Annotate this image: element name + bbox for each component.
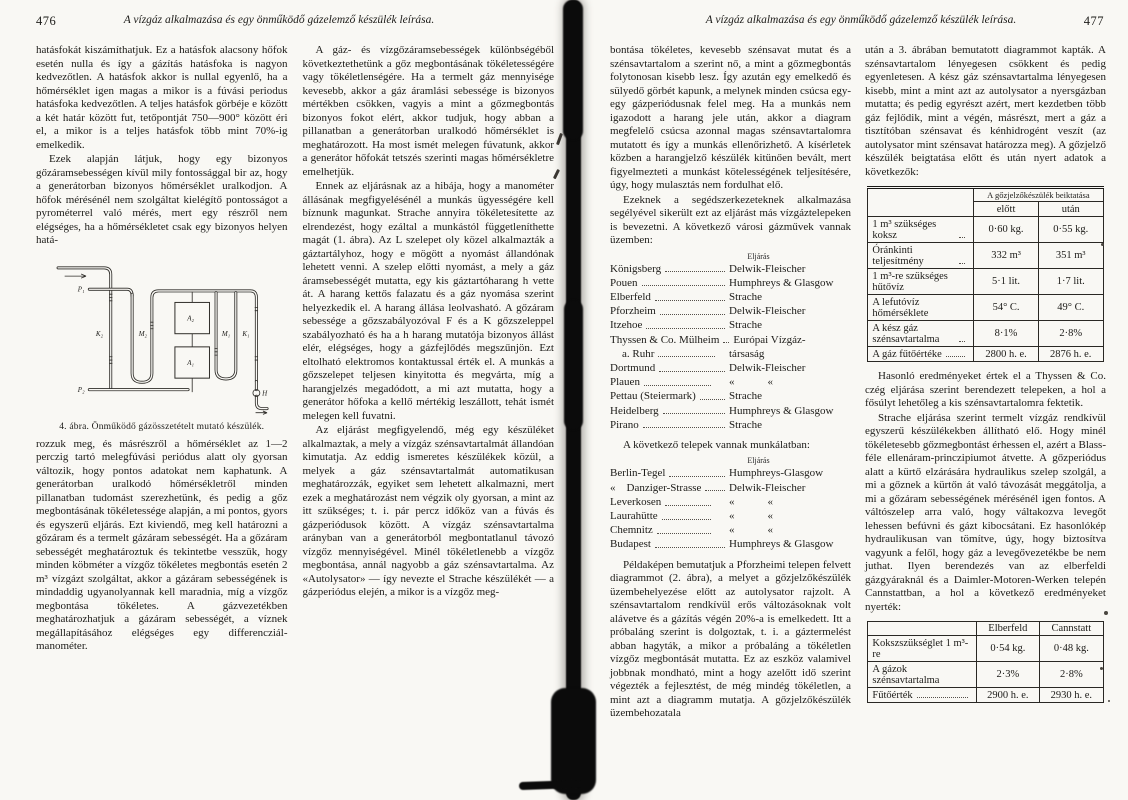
column-2: [303, 44, 555, 654]
list-item: a. Ruhr társaság: [622, 347, 765, 360]
list-column-header: Eljárás: [747, 456, 770, 466]
list-item: Pirano Strache: [610, 418, 762, 431]
running-title: A vízgáz alkalmazása és egy önműködő gázelemző készülék leírása.: [123, 14, 435, 26]
label-p1: P₁: [77, 285, 85, 294]
list-item: « Danziger-Strasse Delwik-Fleischer: [610, 481, 806, 494]
flow-arrow-out: [256, 411, 268, 414]
label-m1: M₁: [221, 329, 231, 338]
scan-speckle: [1104, 611, 1108, 615]
label-p2: P₂: [77, 385, 85, 394]
list-item: Budapest Humphreys & Glasgow: [610, 538, 834, 551]
paragraph: után a 3. ábrában bemutatott diagrammot kapták. A szénsavtartalom lényegesen csökkent és pedig egyenletesen. A kész gáz szénsavtartalma lényegesen kisebb, mint a mint azt az autolysator a nyersgázban mutatta; és pedig egyrészt azért, mert kezdetben több gáz fejlődik, mint a végén, másrészt, mert a gáz a tisztítóban szénsavat és kénhidrogént veszít (az autolysator mint szénsavat határozza meg). A gőzjelző készülék beigtatása előtt és után nyert adatok a következők:: [865, 44, 1106, 178]
col-header-before: előtt: [974, 202, 1039, 217]
column-2: [865, 44, 1106, 721]
table-row: A gázok szénsavtartalma 2·3% 2·8%: [868, 662, 1103, 688]
col-header-cannstatt: Cannstatt: [1040, 622, 1104, 636]
col-header-elberfeld: Elberfeld: [976, 622, 1040, 636]
results-table-before-after: [867, 186, 1103, 362]
label-h: H: [262, 388, 268, 397]
list-item: Pettau (Steiermark) Strache: [610, 390, 762, 403]
running-title: A vízgáz alkalmazása és egy önműködő gázelemző készülék leírása.: [705, 14, 1017, 26]
paragraph: A következő telepek vannak munkálatban:: [623, 438, 810, 451]
list-item: Pforzheim Delwik-Fleischer: [610, 305, 806, 318]
table-span-header: A gőzjelzőkészülék beiktatása: [974, 188, 1103, 202]
table-row: A gáz fűtőértéke 2800 h. e. 2876 h. e.: [868, 347, 1103, 362]
paragraph: Ezeknek a segédszerkezeteknek alkalmazása segélyével sikerült ezt az eljárást más vízgáztelepeken is bevezetni. A következő városi gázművek vannak üzemben:: [610, 193, 851, 246]
col-header-after: után: [1038, 202, 1103, 217]
figure-caption: 4. ábra. Önműködő gázösszetételt mutató készülék.: [59, 421, 265, 432]
table-row: 1 m³-re szükséges hűtővíz 5·1 lit. 1·7 lit.: [868, 269, 1103, 295]
scan-speckle: [1100, 667, 1103, 670]
column-1: [610, 44, 851, 721]
table-row: 1 m³ szükséges koksz 0·60 kg. 0·55 kg.: [868, 217, 1103, 243]
paragraph: bontása tökéletes, kevesebb szénsavat mutat és a szénsavtartalom a szerint nő, a mint a gőzmegbontás folytonosan kisebb lesz. Így azután egy emelkedő és sülyedő görbét kapunk, a melynek minden csúcsa egy-egy gázperiódusnak felel meg. Ha a munkás nem igazodott a harang jele után, akkor a diagram megfelelő csúcsa azonnal magas szénsavtartalomra mutatott és így a munkás ellenőrizhető. A kísérletek közben a harangjelző készülék kitünően bevált, mert figyelmezteti a munkást kötelességének teljesítésére, úgy, hogy mulasztás nem fordulhat elő.: [610, 44, 851, 191]
page-header-left: [0, 12, 558, 36]
paragraph: rozzuk meg, és másrészről a hőmérséklet az 1—2 perczig tartó melegfúvási periódus alatt oly gyorsan változik, hogy pontos adatokat nem kaphatunk. A generátorban uralkodó hőmérsékletről minden pillanatban tudomást szerezhetünk, és pedig a gőz megbontásának tökéletessége alapján, a mi pontos, gyors és egyszerű eljárás. Ezt kiviendő, meg kell határozni a gőzáram és a termelt gázáram sebességét. Ha a gőzáram sebességét meghatároztuk és tekintetbe vesszük, hogy minden köbméter a vízgőz tökéletes megbontás esetén 2 m³ vízgázt szolgáltat, akkor a gázáram sebességének is mindaddig ugyanolyannak kell maradnia, míg a vízgőz megbontása tökéletes. A gázvezetékben meghatározhatjuk a gázáram sebességét, a víznek megállapításához elégséges egy differencziál-manométer.: [36, 437, 288, 652]
results-table-elberfeld-cannstatt: [867, 621, 1103, 703]
table-row: Fűtőérték 2900 h. e. 2930 h. e.: [868, 688, 1103, 703]
paragraph: Strache eljárása szerint termelt vízgáz rendkívül egyszerű készülékekben állítható elő. Hogy minél tökéletesebb gőzmegbontást érhessen el, azért a Blass-féle ellenáram-princzipiumot átvette. A gőzperiódus alatt a kürtő elzárására hydraulikus szelep szolgál, a mi a gőznek a kürtőn át való távozását meggátolja, a mi a gőzáram sebességének mérésénél igen fontos. A váltószelep arra való, hogy váltakozva levegőt lehessen befúvni és gázt kibocsátani. Ez hasonlókép hydraulikusan van tömítve, úgy, hogy biztosítva vagyunk a felől, hogy gáz a levegővezetékbe be nem juthat. Ilyen berendezés van az elberfeldi gázgyáraknál és a Daimler-Motoren-Werken telepén Cannstattban, a hol a következő eredményeket nyerték:: [865, 411, 1106, 613]
figure-4: [36, 258, 288, 432]
binding-blob: [564, 300, 583, 430]
paragraph: Hasonló eredményeket értek el a Thyssen & Co. czég eljárása szerint berendezett telepeken, a hol a fősúlyt lehetőleg a kis szénsavtartalomra fektetik.: [865, 370, 1106, 409]
column-1: [36, 44, 288, 654]
list-item: Leverkosen « «: [610, 495, 773, 508]
label-a2: A₂: [187, 314, 194, 323]
label-k2: K₂: [95, 329, 104, 338]
list-item: Laurahütte « «: [610, 510, 773, 523]
binding-blob: [551, 688, 596, 794]
binding-blob: [563, 0, 583, 140]
table-row: Kokszszükséglet 1 m³-re 0·54 kg. 0·48 kg.: [868, 636, 1103, 662]
table-row: A lefutóvíz hőmérséklete 54° C. 49° C.: [868, 295, 1103, 321]
list-item: Chemnitz « «: [610, 524, 773, 537]
paragraph: hatásfokát kiszámíthatjuk. Ez a hatásfok alacsony hőfok esetén nulla és így a gázítás hatásfoka is nagyon kedvezőtlen. A hatásfok akkor is nullal egyenlő, ha a hőmérséklet igen magas a mikor is a fúvási periodus hatásfoka kedvezőtlen. A teljes hatásfok görbéje e között a két határ között fut, tetőpontját 750—900° között éri el, a mikor is a teljes hatásfok több mint 70%-ig emelkedik.: [36, 44, 288, 151]
plant-list-in-operation: [610, 251, 851, 432]
page-header-right: [594, 12, 1128, 36]
list-item: Itzehoe Strache: [610, 319, 762, 332]
list-item: Königsberg Delwik-Fleischer: [610, 262, 806, 275]
list-column-header: Eljárás: [747, 251, 770, 261]
list-item: Berlin-Tegel Humphreys-Glasgow: [610, 467, 824, 480]
page-number: 477: [1083, 14, 1104, 28]
list-item: Thyssen & Co. Mülheim Európai Vízgáz-: [610, 333, 806, 346]
table-row: A kész gáz szénsavtartalma 8·1% 2·8%: [868, 321, 1103, 347]
list-item: Elberfeld Strache: [610, 290, 762, 303]
scan-speckle: [1108, 700, 1110, 702]
paragraph: Ennek az eljárásnak az a hibája, hogy a manométer állásának megfigyelésénél a munkás ügyességére kell bíznunk magunkat. Strache annyira tökéletesítette az elrendezést, hogy ezáltal a munkástól függetleníthette magát (1. ábra). Az L szelepet oly közel alkalmazták a gáztartályhoz, hogy e mögött a nyomást állandónak lehetett venni. A szelep előtti nyomást, a mely a gáz áramsebességét mutatta, egy kis gáztartóharang h vette át. A harang kettős falazatu és a gáz nyomása szerint helyezkedik el. A harang állása leolvasható. A gőzáram sebessége a gőzszabályozóval F és a K gőzszeleppel szabályozható és ha a h harang mutatója bizonyos állást elér, elégséges, hogy a gázfejlődés megszűnjön. Ezt eltolható elektromos kontaktussal érték el. A munkás a gőzszelepet teljesen kinyitotta és megvárta, míg a harangjelzés megadódott, a mi azt mutatta, hogy a generátor hőfoka a kellő mértékig leszállott, tehát ismét melegen kell fuvatni.: [302, 180, 554, 422]
label-a1: A₁: [187, 358, 194, 367]
scan-speckle: [1101, 243, 1104, 246]
list-item: Pouen Humphreys & Glasgow: [610, 276, 834, 289]
page-number: 476: [36, 14, 57, 28]
paragraph: Példaképen bemutatjuk a Pforzheimi telepen felvett diagrammot (2. ábra), a melyet a gőzjelzőkészülék üzembehelyezése előtt az autolysator rajzolt. A szénsavtartalom rendkívül erős változásoknak volt alávetve és a gázítás végén 20%-a is emelkedett. Itt a próbaláng szerint is dolgoztak, t. i. a gáztermelést abban hagyták, a mikor a próbaláng a tökéletlen vízgőz megbontását mutatta. Ez az eszköz valamivel jobbnak mondható, mint a hogy azelőtt idő szerint végezték a fejlesztést, de még mindég tökéletlen, a mint azt a diagramm mutatja. A gőzjelzőkészülék üzembehozatala: [610, 558, 851, 720]
paragraph: Az eljárást megfigyelendő, még egy készüléket alkalmaztak, a mely a vízgáz szénsavtartalmát állandóan kimutatja. Az eddig ismeretes készülékek közül, a melyek a gáz szénsavtartalmát automatikusan meghatározzák, egyiket sem lehetett alkalmazni, mert ezek a meghatározást nem végzik oly gyorsan, a mint az itt szükséges; t. i. pár percz időköz van a fúvás és gázperiódusok között. A vízgáz szénsavtartalma arányban van a generátorból megbontatlanul távozó vízgőz mennyiségével. Minél tökéletlenebb a vízgőz megbontása, annál nagyobb a gáz szénsavtartalma. Az «Autolysator» — így nevezte el Strache készülékét — a gázperiódus elején, a mikor is a vízgőz meg-: [302, 424, 554, 598]
paragraph: A gáz- és vízgőzáramsebességek különbségéből következtethetünk a gőz megbontásának tökéletességére vagy tökéletlenségére. Ha a termelt gáz mennyisége kevesebb, akkor a gáz áramlási sebessége is bizonyos mértékben csökken, vagyis a mint a gőzmegbontás bizonyos fokot elért, akkor tudjuk, hogy abban a pillanatban a generátorban uralkodó hőmérséklet is meghatározott. Ha most ismét melegen fúvatunk, akkor a generátor hőfokát tetszés szerinti magas hőmérsékletre emelhetjük.: [302, 44, 554, 178]
plant-list-in-progress: [610, 455, 851, 551]
label-m2: M₂: [138, 329, 147, 338]
list-item: Plauen « «: [610, 376, 773, 389]
label-k1: K₁: [242, 329, 250, 338]
apparatus-diagram: [36, 258, 288, 416]
list-item: Heidelberg Humphreys & Glasgow: [610, 404, 834, 417]
list-item: Dortmund Delwik-Fleischer: [610, 361, 806, 374]
flow-arrow-in: [65, 274, 86, 278]
page-476: [0, 0, 558, 800]
page-477: [594, 0, 1128, 800]
table-row: Óránkinti teljesítmény 332 m³ 351 m³: [868, 243, 1103, 269]
paragraph: Ezek alapján látjuk, hogy egy bizonyos gőzáramsebességen kívül mily fontossággal bir az, hogy a generátorban bizonyos hőmérséklet uralkodjon. A hőfok mérésénél nem szolgáltat kielégítő pontosságot a pyrométerrel való mérés, mert egy részről nem elégséges, ha a hőmérsékletet csak egy bizonyos helyen hatá-: [36, 153, 288, 246]
